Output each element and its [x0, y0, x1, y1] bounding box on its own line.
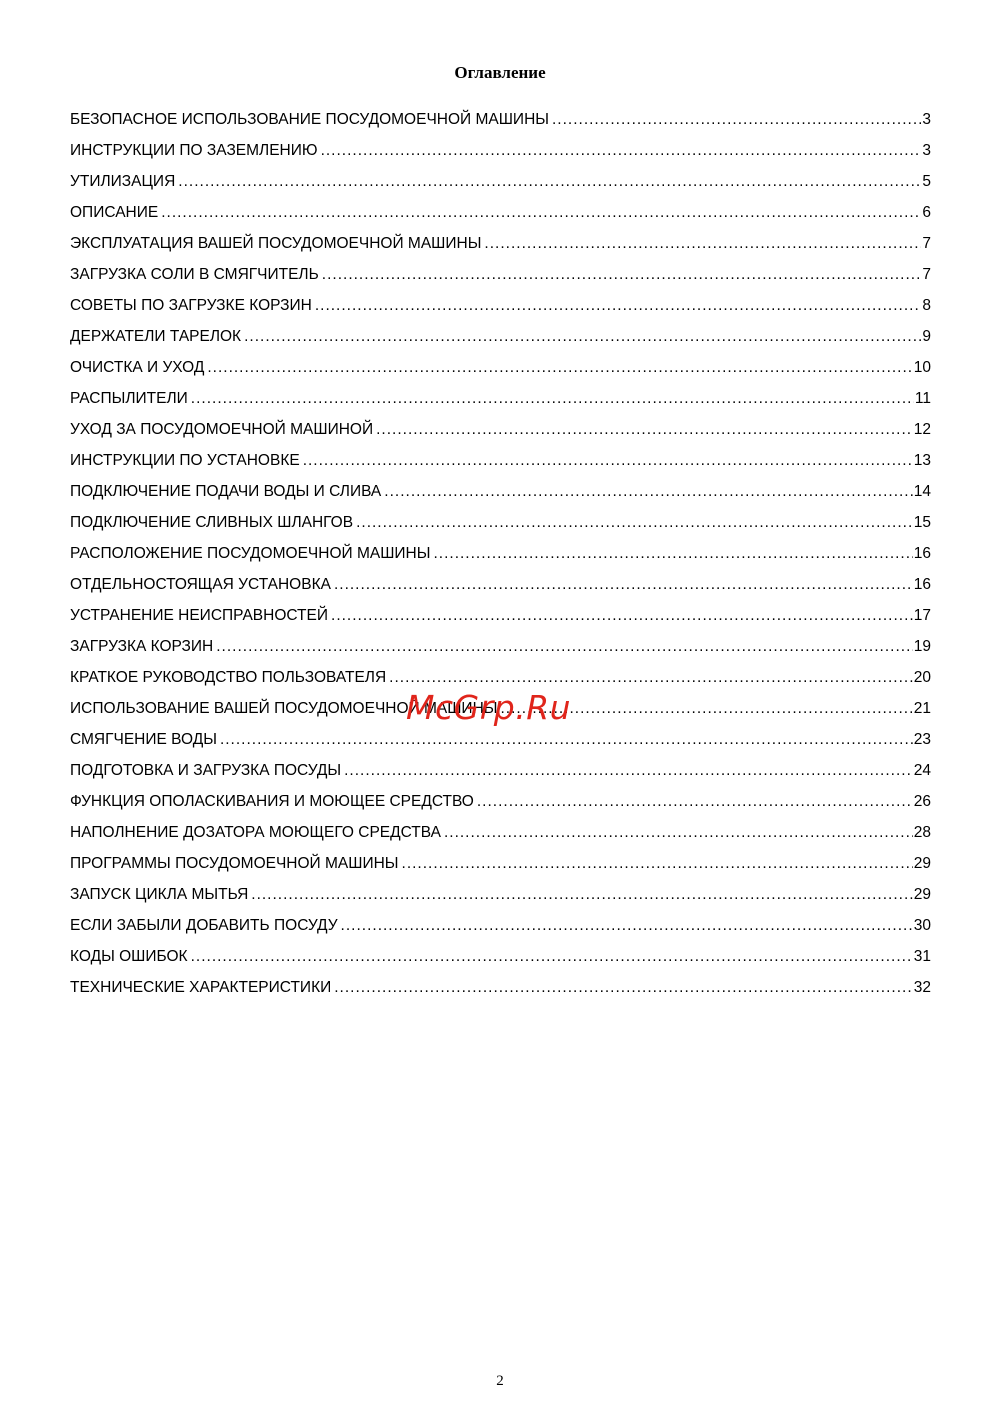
toc-entry-label: ЗАПУСК ЦИКЛА МЫТЬЯ [70, 886, 249, 903]
toc-entry-page: 16 [913, 545, 931, 562]
dot-leader [322, 261, 922, 289]
dot-leader [477, 788, 913, 816]
toc-entry-label: ЕСЛИ ЗАБЫЛИ ДОБАВИТЬ ПОСУДУ [70, 917, 338, 934]
toc-entry[interactable] [70, 540, 931, 571]
toc-entry-label: ОПИСАНИЕ [70, 204, 159, 221]
toc-entry-label: ФУНКЦИЯ ОПОЛАСКИВАНИЯ И МОЮЩЕЕ СРЕДСТВО [70, 793, 474, 810]
toc-entry[interactable] [70, 354, 931, 385]
toc-entry-page: 3 [922, 142, 931, 159]
toc-entry[interactable] [70, 819, 931, 850]
toc-entry[interactable] [70, 168, 931, 199]
dot-leader [334, 571, 913, 599]
dot-leader [161, 199, 921, 227]
toc-entry-page: 28 [913, 824, 931, 841]
dot-leader [207, 354, 912, 382]
toc-entry-label: РАСПЫЛИТЕЛИ [70, 390, 188, 407]
toc-entry-page: 9 [922, 328, 931, 345]
toc-entry-page: 21 [913, 700, 931, 717]
toc-entry-page: 14 [913, 483, 931, 500]
dot-leader [444, 819, 913, 847]
toc-entry-label: ПРОГРАММЫ ПОСУДОМОЕЧНОЙ МАШИНЫ [70, 855, 399, 872]
toc-entry-label: ИСПОЛЬЗОВАНИЕ ВАШЕЙ ПОСУДОМОЕЧНОЙ МАШИНЫ [70, 700, 498, 717]
toc-entry[interactable] [70, 571, 931, 602]
toc-entry-page: 16 [913, 576, 931, 593]
dot-leader [384, 478, 912, 506]
dot-leader [334, 974, 913, 1002]
toc-entry[interactable] [70, 881, 931, 912]
dot-leader [484, 230, 921, 258]
toc-entry[interactable] [70, 974, 931, 1005]
toc-entry-page: 6 [922, 204, 931, 221]
dot-leader [315, 292, 922, 320]
toc-entry-page: 20 [913, 669, 931, 686]
toc-entry[interactable] [70, 602, 931, 633]
toc-entry-label: ОТДЕЛЬНОСТОЯЩАЯ УСТАНОВКА [70, 576, 331, 593]
watermark: McGrp.Ru [406, 688, 572, 727]
toc-entry-label: ИНСТРУКЦИИ ПО ЗАЗЕМЛЕНИЮ [70, 142, 318, 159]
toc-entry-label: ЗАГРУЗКА КОРЗИН [70, 638, 214, 655]
dot-leader [376, 416, 913, 444]
dot-leader [244, 323, 921, 351]
toc-entry-label: ИНСТРУКЦИИ ПО УСТАНОВКЕ [70, 452, 300, 469]
toc-entry-page: 5 [922, 173, 931, 190]
dot-leader [216, 633, 913, 661]
toc-entry-label: СОВЕТЫ ПО ЗАГРУЗКЕ КОРЗИН [70, 297, 312, 314]
dot-leader [191, 385, 914, 413]
toc-entry-label: ЭКСПЛУАТАЦИЯ ВАШЕЙ ПОСУДОМОЕЧНОЙ МАШИНЫ [70, 235, 482, 252]
dot-leader [251, 881, 912, 909]
toc-entry-page: 23 [913, 731, 931, 748]
dot-leader [303, 447, 913, 475]
toc-entry[interactable] [70, 726, 931, 757]
toc-entry[interactable] [70, 447, 931, 478]
dot-leader [402, 850, 913, 878]
toc-entry-label: ЗАГРУЗКА СОЛИ В СМЯГЧИТЕЛЬ [70, 266, 319, 283]
toc-entry-page: 31 [913, 948, 931, 965]
toc-entry[interactable] [70, 478, 931, 509]
toc-entry-label: УСТРАНЕНИЕ НЕИСПРАВНОСТЕЙ [70, 607, 329, 624]
dot-leader [341, 912, 913, 940]
toc-entry-label: УТИЛИЗАЦИЯ [70, 173, 176, 190]
dot-leader [344, 757, 913, 785]
toc-entry-page: 12 [913, 421, 931, 438]
toc-entry-page: 10 [913, 359, 931, 376]
toc-entry-page: 19 [913, 638, 931, 655]
toc-entry-page: 15 [913, 514, 931, 531]
toc-entry-page: 11 [914, 390, 931, 407]
toc-entry[interactable] [70, 788, 931, 819]
toc-entry[interactable] [70, 261, 931, 292]
toc-entry[interactable] [70, 230, 931, 261]
toc-entry[interactable] [70, 385, 931, 416]
toc-entry-page: 26 [913, 793, 931, 810]
toc-entry[interactable] [70, 912, 931, 943]
toc-entry-page: 29 [913, 886, 931, 903]
toc-entry-label: КОДЫ ОШИБОК [70, 948, 188, 965]
toc-entry[interactable] [70, 137, 931, 168]
toc-entry-label: СМЯГЧЕНИЕ ВОДЫ [70, 731, 217, 748]
toc-entry-page: 3 [922, 111, 931, 128]
toc-entry-label: НАПОЛНЕНИЕ ДОЗАТОРА МОЮЩЕГО СРЕДСТВА [70, 824, 441, 841]
toc-entry-page: 30 [913, 917, 931, 934]
toc-entry-label: ПОДКЛЮЧЕНИЕ ПОДАЧИ ВОДЫ И СЛИВА [70, 483, 382, 500]
toc-entry[interactable] [70, 106, 931, 137]
dot-leader [321, 137, 922, 165]
toc-entry[interactable] [70, 323, 931, 354]
toc-entry[interactable] [70, 633, 931, 664]
dot-leader [220, 726, 913, 754]
toc-entry-label: КРАТКОЕ РУКОВОДСТВО ПОЛЬЗОВАТЕЛЯ [70, 669, 387, 686]
toc-entry-label: ПОДКЛЮЧЕНИЕ СЛИВНЫХ ШЛАНГОВ [70, 514, 354, 531]
toc-entry-label: ДЕРЖАТЕЛИ ТАРЕЛОК [70, 328, 242, 345]
dot-leader [178, 168, 921, 196]
toc-entry-page: 13 [913, 452, 931, 469]
toc-entry-page: 29 [913, 855, 931, 872]
toc-entry-page: 8 [922, 297, 931, 314]
toc-entry[interactable] [70, 757, 931, 788]
toc-entry[interactable] [70, 416, 931, 447]
dot-leader [552, 106, 921, 134]
toc-entry[interactable] [70, 199, 931, 230]
toc-entry-page: 7 [922, 235, 931, 252]
toc-entry-label: УХОД ЗА ПОСУДОМОЕЧНОЙ МАШИНОЙ [70, 421, 374, 438]
toc-entry-page: 24 [913, 762, 931, 779]
toc-entry[interactable] [70, 292, 931, 323]
toc-entry-label: ОЧИСТКА И УХОД [70, 359, 205, 376]
toc-entry[interactable] [70, 943, 931, 974]
dot-leader [433, 540, 912, 568]
toc-entry[interactable] [70, 850, 931, 881]
toc-entry-label: ТЕХНИЧЕСКИЕ ХАРАКТЕРИСТИКИ [70, 979, 332, 996]
toc-entry[interactable] [70, 509, 931, 540]
toc-entry-label: ПОДГОТОВКА И ЗАГРУЗКА ПОСУДЫ [70, 762, 342, 779]
page-number: 2 [496, 1373, 504, 1389]
toc-entry-page: 32 [913, 979, 931, 996]
dot-leader [331, 602, 913, 630]
toc-entry-label: БЕЗОПАСНОЕ ИСПОЛЬЗОВАНИЕ ПОСУДОМОЕЧНОЙ МАШИНЫ [70, 111, 549, 128]
dot-leader [356, 509, 913, 537]
toc-entry-page: 7 [922, 266, 931, 283]
table-of-contents [70, 106, 931, 1005]
page-title: Оглавление [454, 63, 546, 82]
toc-entry-page: 17 [913, 607, 931, 624]
dot-leader [191, 943, 913, 971]
toc-entry-label: РАСПОЛОЖЕНИЕ ПОСУДОМОЕЧНОЙ МАШИНЫ [70, 545, 431, 562]
